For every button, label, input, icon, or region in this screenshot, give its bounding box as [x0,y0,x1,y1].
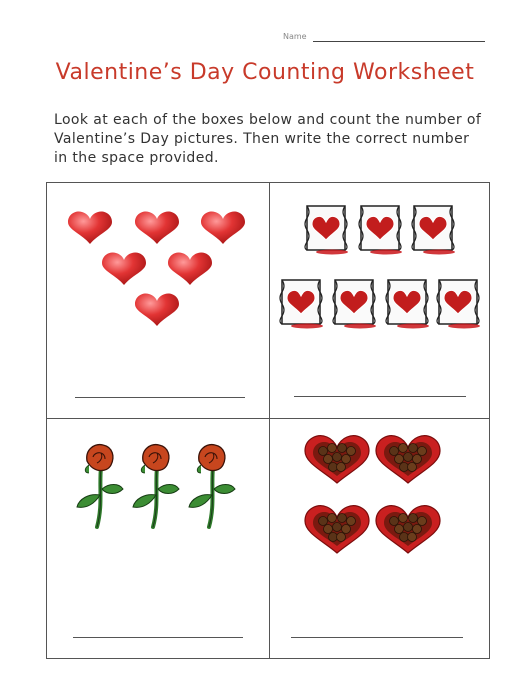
answer-line-chocolates[interactable] [291,637,463,638]
answer-line-hearts[interactable] [75,397,245,398]
name-label: Name [283,32,307,41]
valentine-card-icon [437,280,480,329]
answer-line-valentine-cards[interactable] [294,396,466,397]
chocolate-box-icon [376,506,440,553]
valentine-card-icon [359,206,402,255]
chocolate-box-icon [376,436,440,483]
instructions-text: Look at each of the boxes below and count the number of Valentine’s Day pictures. Then write the correct number in the space provided. [54,112,482,166]
heart-icon [201,211,245,244]
heart-icon [168,252,212,285]
name-line[interactable] [313,41,485,42]
worksheet-title: Valentine’s Day Counting Worksheet [55,60,475,85]
heart-icon [102,252,146,285]
chocolate-box-icon [305,506,369,553]
valentine-card-icon [386,280,429,329]
heart-icon [68,211,112,244]
box-roses [47,419,269,659]
rose-icon [77,445,123,527]
counting-grid [46,182,490,659]
box-valentine-cards [270,183,491,418]
rose-icon [189,445,235,527]
box-hearts [47,183,269,418]
box-chocolates [270,419,491,659]
chocolate-box-icon [305,436,369,483]
heart-icon [135,211,179,244]
heart-icon [135,293,179,326]
valentine-card-icon [280,280,323,329]
valentine-card-icon [305,206,348,255]
valentine-card-icon [412,206,455,255]
rose-icon [133,445,179,527]
answer-line-roses[interactable] [73,637,243,638]
valentine-card-icon [333,280,376,329]
